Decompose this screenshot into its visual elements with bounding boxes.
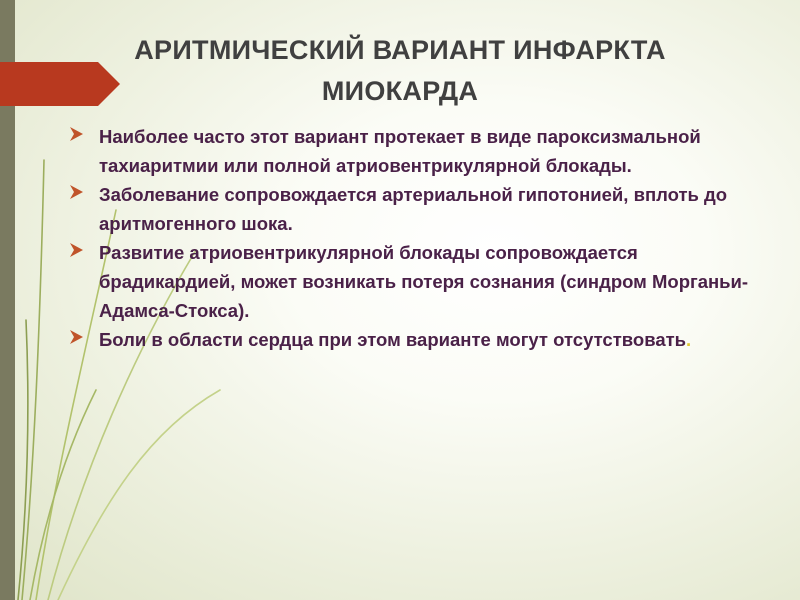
bullet-text: Наиболее часто этот вариант протекает в виде пароксизмальной тахиаритмии или полной атриовентрикулярной блокады. bbox=[99, 126, 701, 176]
bullet-item bbox=[70, 325, 770, 354]
bullet-item bbox=[70, 238, 770, 325]
bullet-text: Боли в области сердца при этом варианте могут отсутствовать bbox=[99, 329, 687, 350]
trailing-period: . bbox=[686, 329, 692, 350]
bullet-text: Развитие атриовентрикулярной блокады сопровождается брадикардией, может возникать потеря сознания (синдром Морганьи-Адамса-Стокса). bbox=[99, 242, 749, 321]
bullet-item bbox=[70, 180, 770, 238]
arrowhead-bullet-icon bbox=[70, 127, 83, 141]
arrowhead-bullet-icon bbox=[70, 243, 83, 257]
bullet-list bbox=[70, 122, 770, 354]
bullet-item bbox=[70, 122, 770, 180]
bullet-text: Заболевание сопровождается артериальной гипотонией, вплоть до аритмогенного шока. bbox=[99, 184, 728, 234]
slide-title: АРИТМИЧЕСКИЙ ВАРИАНТ ИНФАРКТА МИОКАРДА bbox=[134, 35, 666, 106]
arrowhead-bullet-icon bbox=[70, 330, 83, 344]
arrowhead-bullet-icon bbox=[70, 185, 83, 199]
